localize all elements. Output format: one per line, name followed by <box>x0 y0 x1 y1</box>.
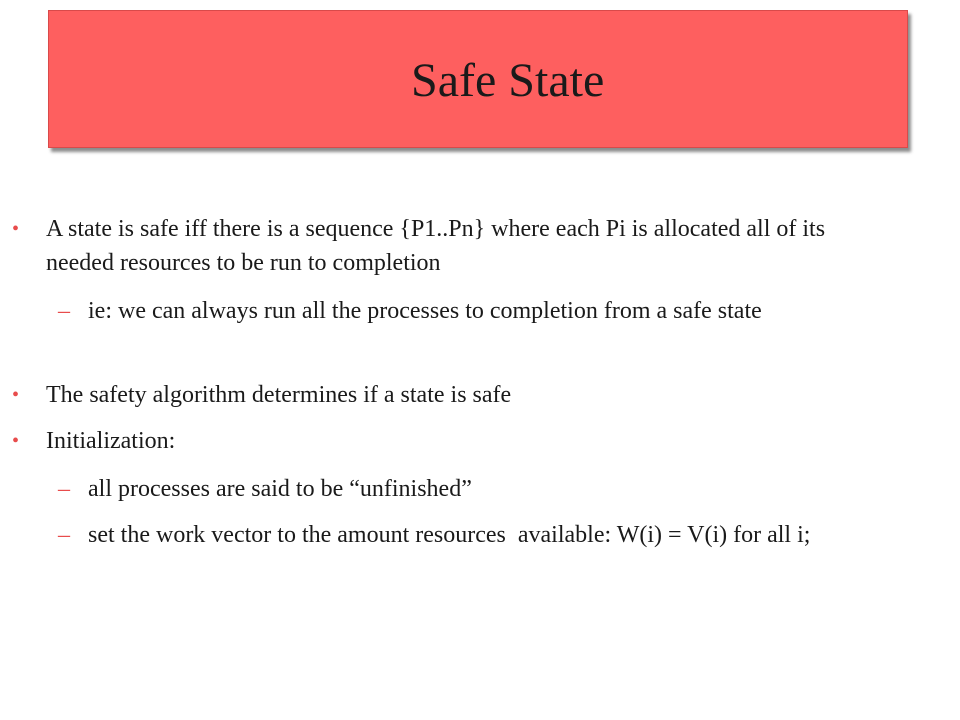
bullet-text: The safety algorithm determines if a state is safe <box>46 382 512 408</box>
sub-bullet-text: ie: we can always run all the processes to completion from a safe state <box>88 298 762 324</box>
sub-bullet-text: all processes are said to be “unfinished” <box>88 476 472 502</box>
sub-bullet-item <box>0 472 960 506</box>
title-banner <box>48 10 908 148</box>
bullet-text: Initialization: <box>46 428 176 454</box>
bullet-text: A state is safe iff there is a sequence {P1..Pn} where each Pi is allocated all of its needed resources to be run to completion <box>46 216 832 276</box>
sub-bullet-marker: – <box>58 522 70 548</box>
sub-bullet-text: set the work vector to the amount resources available: W(i) = V(i) for all i; <box>88 522 811 548</box>
sub-bullet-item <box>0 518 960 588</box>
sub-bullet-marker: – <box>58 298 70 324</box>
slide-title: Safe State <box>411 54 605 107</box>
bullet-item <box>0 212 960 282</box>
bullet-marker: • <box>12 384 20 406</box>
sub-bullet-item <box>0 294 960 364</box>
bullet-item <box>0 378 960 412</box>
bullet-marker: • <box>12 218 20 240</box>
sub-bullet-marker: – <box>58 476 70 502</box>
bullet-item <box>0 424 960 458</box>
bullet-marker: • <box>12 430 20 452</box>
